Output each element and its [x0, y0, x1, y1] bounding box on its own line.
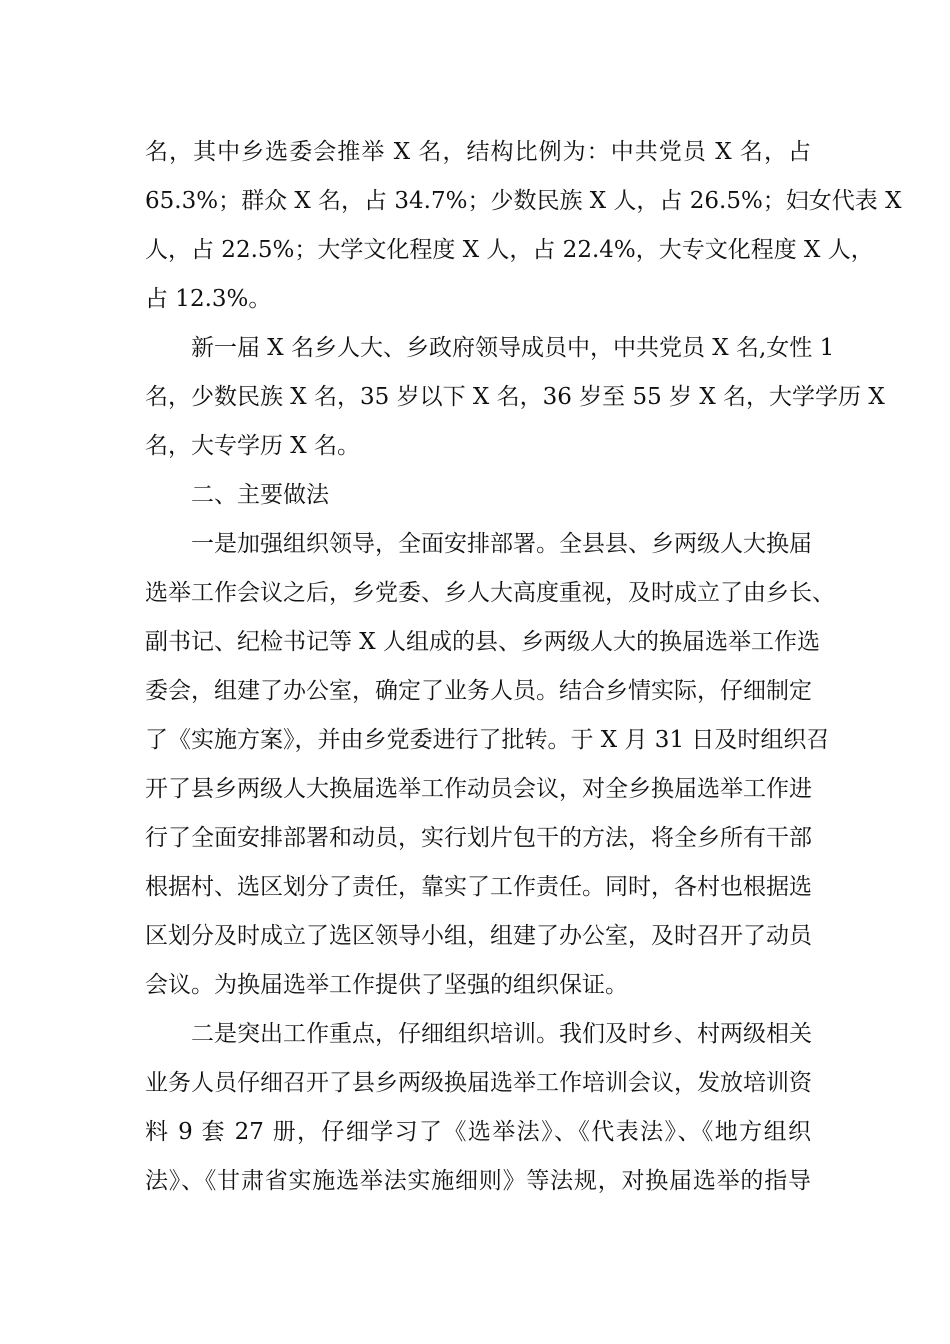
text-line: 委会，组建了办公室，确定了业务人员。结合乡情实际，仔细制定 — [145, 678, 812, 704]
text-line: 副书记、纪检书记等 X 人组成的县、乡两级人大的换届选举工作选 — [145, 629, 820, 655]
text-line: 占 12.3%。 — [145, 286, 272, 312]
text-line: 了《实施方案》，并由乡党委进行了批转。于 X 月 31 日及时组织召 — [145, 727, 830, 753]
paragraph-structure-ratios — [145, 128, 902, 324]
text-line: 法》、《甘肃省实施选举法实施细则》等法规，对换届选举的指导 — [145, 1168, 811, 1194]
text-line: 根据村、选区划分了责任，靠实了工作责任。同时，各村也根据选 — [145, 874, 812, 900]
section-heading — [145, 471, 811, 520]
text-line: 65.3%；群众 X 名，占 34.7%；少数民族 X 人，占 26.5%；妇女代表 X — [145, 188, 902, 214]
paragraph-organization-leadership — [145, 520, 835, 1010]
paragraph-leadership-members — [145, 324, 885, 471]
text-line: 料 9 套 27 册，仔细学习了《选举法》、《代表法》、《地方组织 — [145, 1119, 811, 1145]
text-line: 名，大专学历 X 名。 — [145, 433, 360, 459]
text-line: 业务人员仔细召开了县乡两级换届选举工作培训会议，发放培训资 — [145, 1070, 812, 1096]
text-line: 开了县乡两级人大换届选举工作动员会议，对全乡换届选举工作进 — [145, 776, 812, 802]
text-line: 名，少数民族 X 名，35 岁以下 X 名，36 岁至 55 岁 X 名，大学学历 X — [145, 384, 885, 410]
paragraph-training — [145, 1010, 811, 1206]
text-line: 选举工作会议之后，乡党委、乡人大高度重视，及时成立了由乡长、 — [145, 580, 835, 606]
text-line: 名，其中乡选委会推举 X 名，结构比例为：中共党员 X 名，占 — [145, 139, 811, 165]
text-line: 二是突出工作重点，仔细组织培训。我们及时乡、村两级相关 — [191, 1021, 812, 1047]
text-line: 行了全面安排部署和动员，实行划片包干的方法，将全乡所有干部 — [145, 825, 812, 851]
text-line: 人，占 22.5%；大学文化程度 X 人，占 22.4%，大专文化程度 X 人， — [145, 237, 874, 263]
section-heading-text: 二、主要做法 — [191, 482, 329, 508]
text-line: 区划分及时成立了选区领导小组，组建了办公室，及时召开了动员 — [145, 923, 812, 949]
document-body — [145, 128, 902, 1206]
text-line: 新一届 X 名乡人大、乡政府领导成员中，中共党员 X 名,女性 1 — [191, 335, 835, 361]
text-line: 一是加强组织领导，全面安排部署。全县县、乡两级人大换届 — [191, 531, 812, 557]
text-line: 会议。为换届选举工作提供了坚强的组织保证。 — [145, 972, 628, 998]
